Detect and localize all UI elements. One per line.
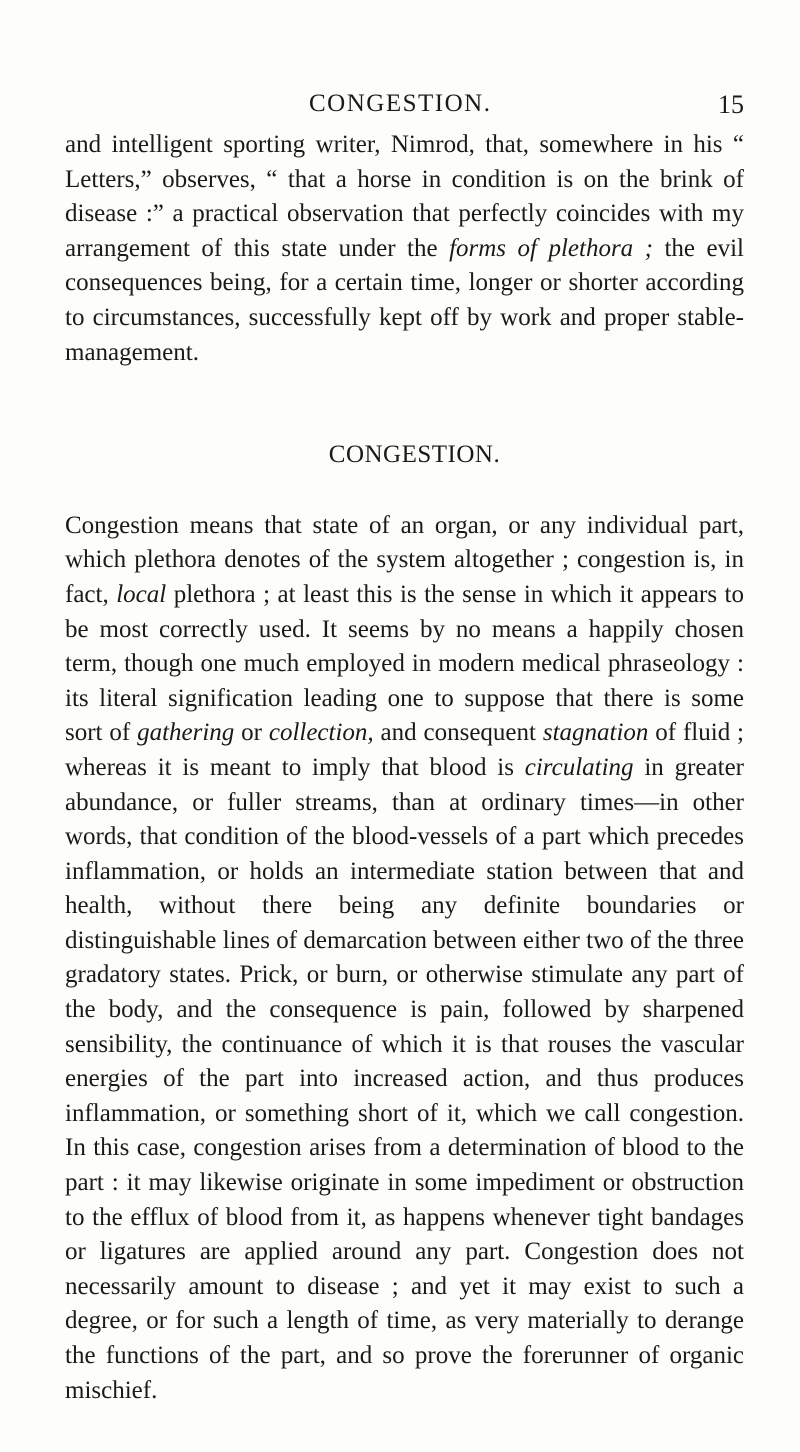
paragraph-text: in greater abundance, or fuller streams, than at ordinary times—in other words, that condition of the blood-vessels of a part which precedes inflammation, or holds an intermediate station between that and health, without there being any definite boundaries or distinguishable lines of demarcation between either two of the three gradatory states. Prick, or burn, or otherwise stimulate any part of the body, and the consequence is pain, followed by sharpened sensibility, the continuance of which it is that rouses the vascular energies of the part into increased action, and thus produces inflammation, or something short of it, which we call congestion. In this case, congestion arises from a determination of blood to the part : it may likewise originate in some impediment or obstruction to the efflux of blood from it, as happens whenever tight bandages or ligatures are applied around any part. Congestion does not necessarily amount to disease ; and yet it may exist to such a degree, or for such a length of time, as very materially to derange the functions of the part, and so prove the forerunner of organic mischief. (65, 753, 744, 1404)
paragraph-text: Congestion means that state of an organ, or any individual part, which plethora denotes of the system altogether ; congestion is, in fact, (65, 511, 744, 608)
running-title: CONGESTION. (309, 90, 492, 117)
running-head (65, 90, 744, 126)
italic-word: circulating (524, 753, 634, 781)
paragraph-text: of fluid ; whereas it is meant to imply that blood is (65, 719, 745, 781)
paragraph-text: and intelligent sporting writer, Nimrod, that, somewhere in his “ Letters,” observes, “ that a horse in condition is on the brink of disease :” a practical observation that perfectly coincides with my arrangement of this state under the (65, 131, 744, 262)
section-heading: CONGESTION. (328, 441, 501, 469)
page-number: 15 (718, 90, 744, 119)
paragraph-congestion (65, 509, 744, 1408)
paragraph-continued (65, 128, 744, 370)
paragraph-text: and consequent (373, 719, 543, 747)
italic-word: local (116, 580, 167, 608)
italic-phrase: forms of plethora ; (449, 234, 653, 262)
paragraph-text: the evil consequences being, for a certain time, longer or shorter according to circumstances, successfully kept off by work and proper stable-management. (65, 234, 745, 366)
paragraph-text: or (234, 719, 269, 747)
italic-word: stagnation (542, 719, 649, 747)
italic-word: gathering (137, 719, 235, 747)
paragraph-text: plethora ; at least this is the sense in which it appears to be most correctly used. It seems by no means a happily chosen term, though one much employed in modern medical phraseology : its literal signification leading one to suppose that there is some sort of (65, 580, 745, 747)
italic-word: collection, (268, 719, 374, 747)
text-block (65, 128, 744, 1408)
